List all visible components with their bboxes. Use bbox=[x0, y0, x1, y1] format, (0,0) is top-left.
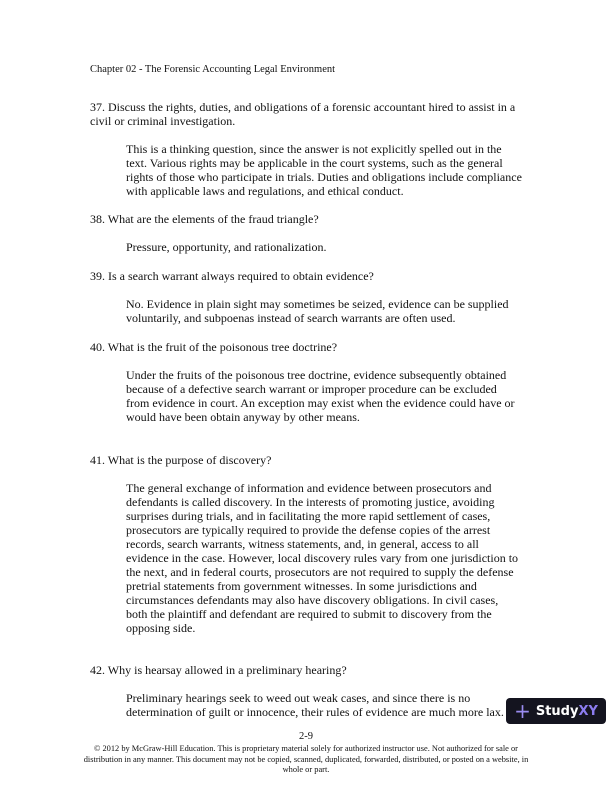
question-line: 40. What is the fruit of the poisonous tree doctrine? bbox=[90, 340, 338, 354]
copyright-footer bbox=[60, 744, 552, 776]
answer bbox=[126, 297, 509, 325]
answer-line: evidence in the case. However, local discovery rules vary from one jurisdiction to bbox=[126, 551, 519, 565]
question bbox=[90, 269, 374, 283]
page-header: Chapter 02 - The Forensic Accounting Legal Environment bbox=[90, 64, 336, 75]
studyxy-logo[interactable] bbox=[506, 698, 606, 724]
footer-line: distribution in any manner. This document may not be copied, scanned, duplicated, forwarded, distributed, or posted on a website, in bbox=[83, 754, 529, 764]
answer-line: opposing side. bbox=[126, 621, 196, 635]
answer-line: Preliminary hearings seek to weed out weak cases, and since there is no bbox=[126, 691, 471, 705]
logo-brand: Study bbox=[535, 703, 579, 719]
answer-line: rights of those who participate in trials. Duties and obligations include compliance bbox=[126, 170, 522, 184]
question-line: 39. Is a search warrant always required to obtain evidence? bbox=[90, 269, 374, 283]
question bbox=[90, 340, 337, 354]
answer bbox=[126, 240, 327, 254]
question bbox=[90, 453, 271, 467]
logo-brand-accent: XY bbox=[578, 703, 598, 719]
answer-line: text. Various rights may be applicable in the court systems, such as the general bbox=[126, 156, 503, 170]
question bbox=[90, 100, 515, 128]
question-line: 41. What is the purpose of discovery? bbox=[90, 453, 272, 467]
answer-line: determination of guilt or innocence, their rules of evidence are much more lax. bbox=[126, 705, 504, 719]
answer-line: No. Evidence in plain sight may sometimes be seized, evidence can be supplied bbox=[126, 297, 509, 311]
answer-line: Under the fruits of the poisonous tree doctrine, evidence subsequently obtained bbox=[126, 368, 507, 382]
answer bbox=[126, 481, 518, 635]
answer-line: voluntarily, and subpoenas instead of search warrants are often used. bbox=[126, 311, 456, 325]
answer-line: defendants is called discovery. In the interests of promoting justice, avoiding bbox=[126, 495, 495, 509]
answer-line: surprises during trials, and in facilitating the more rapid settlement of cases, bbox=[126, 509, 491, 523]
answer-line: The general exchange of information and evidence between prosecutors and bbox=[126, 481, 492, 495]
answer-line: because of a defective search warrant or improper procedure can be excluded bbox=[126, 382, 497, 396]
footer-line: whole or part. bbox=[282, 765, 330, 774]
question-line: 42. Why is hearsay allowed in a preliminary hearing? bbox=[90, 663, 347, 677]
answer-line: Pressure, opportunity, and rationalization. bbox=[126, 240, 327, 254]
answer-line: pretrial statements from government witnesses. In some jurisdictions and bbox=[126, 579, 477, 593]
page-number: 2-9 bbox=[299, 731, 313, 742]
answer-line: circumstances defendants may also have discovery obligations. In civil cases, bbox=[126, 593, 499, 607]
answer-line: This is a thinking question, since the answer is not explicitly spelled out in the bbox=[126, 142, 502, 156]
question-line: 38. What are the elements of the fraud triangle? bbox=[90, 212, 319, 226]
question-line: 37. Discuss the rights, duties, and obligations of a forensic accountant hired to assist in a bbox=[90, 100, 516, 114]
answer-line: the next, and in federal courts, prosecutors are not required to supply the defense bbox=[126, 565, 514, 579]
answer bbox=[126, 368, 515, 424]
answer bbox=[126, 142, 522, 198]
question bbox=[90, 212, 319, 226]
answer-line: both the plaintiff and defendant are required to submit to discovery from the bbox=[126, 607, 492, 621]
answer-line: from evidence in court. An exception may exist when the evidence could have or bbox=[126, 396, 515, 410]
answer-line: prosecutors are typically required to provide the defense copies of the arrest bbox=[126, 523, 491, 537]
answer-line: records, search warrants, witness statements, and, in general, access to all bbox=[126, 537, 479, 551]
plus-icon: + bbox=[514, 699, 531, 723]
answer-line: with applicable laws and regulations, and ethical conduct. bbox=[126, 184, 404, 198]
question bbox=[90, 663, 347, 677]
question-line: civil or criminal investigation. bbox=[90, 114, 236, 128]
footer-line: © 2012 by McGraw-Hill Education. This is proprietary material solely for authorized instructor use. Not authorized for sale or bbox=[94, 744, 518, 753]
answer-line: would have been obtain anyway by other means. bbox=[126, 410, 360, 424]
answer bbox=[126, 691, 504, 719]
